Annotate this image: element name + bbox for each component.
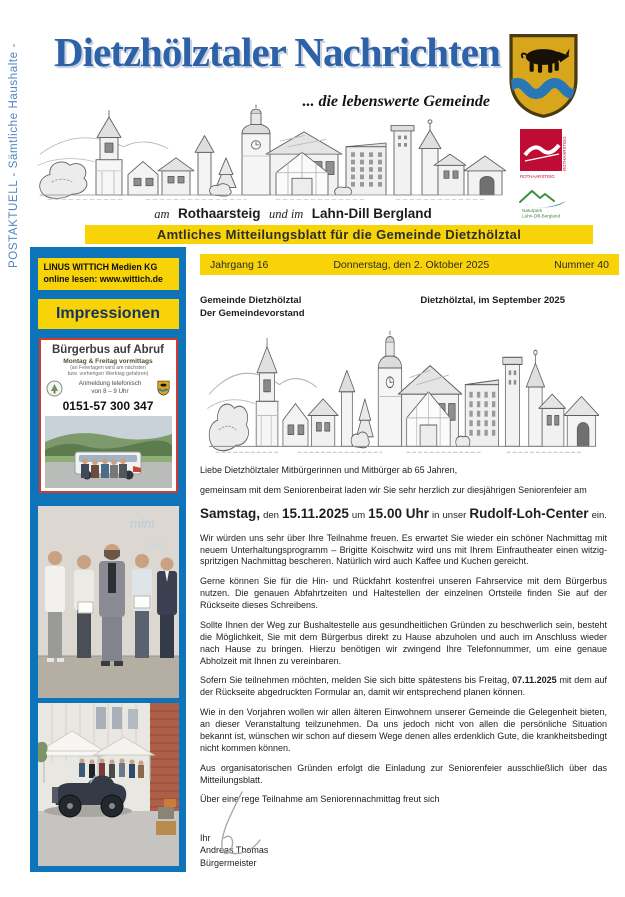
newspaper-title: Dietzhölztaler Nachrichten	[54, 29, 500, 75]
town-skyline-drawing-letter	[206, 330, 599, 463]
anmeldung-text-c: mit dem auf der Rückseite abgedruckten Formular an, damit wir entsprechend planen können.	[200, 675, 607, 698]
invite-in: in	[432, 509, 440, 521]
issue-info-bar	[200, 254, 619, 275]
letter-dateline: Dietzhölztal, im September 2025	[420, 295, 565, 306]
paragraph-fahrservice: Gerne können Sie für die Hin- und Rückfahrt kostenfrei unseren Fahrservice mit dem Bürgerbus nutzen. Die genauen Abfahrtzeiten und Haltestellen der einzelnen Ortsteile finden Sie auf der Rückseite dieses Schreibens.	[200, 576, 607, 610]
salutation: Liebe Dietzhölztaler Mitbürgerinnen und Mitbürger ab 65 Jahren,	[200, 465, 458, 476]
signature-name: Andreas Thomas	[200, 845, 269, 856]
buergerbus-photo	[45, 416, 172, 488]
invite-venue: Rudolf-Loh-Center	[469, 505, 589, 521]
buergerbus-card	[39, 338, 178, 493]
coat-of-arms-small-icon	[157, 380, 170, 396]
invite-den: den	[263, 509, 279, 521]
invite-time: 15.00 Uhr	[368, 505, 429, 521]
paragraph-vorjahre: Wie in den Vorjahren wollen wir allen älteren Einwohnern unserer Gemeinde die Gelegenheit bieten, an dieser Veranstaltung teilzunehmen. Da uns jedoch nicht von allen die persönliche Situation bekannt ist, wünschen wir schon auf diesem Wege denen alles erdenklich Gute, die krankheitsbedingt nicht kommen können.	[200, 707, 607, 753]
issue-number: Nummer 40	[554, 258, 609, 271]
publisher-name: LINUS WITTICH Medien KG	[43, 262, 158, 272]
sender-board: Der Gemeindevorstand	[200, 307, 305, 319]
postal-note: POSTAKTUELL - Sämtliche Haushalte -	[8, 43, 20, 268]
region-tagline	[80, 205, 510, 223]
coat-of-arms-icon	[506, 31, 581, 120]
buergerbus-mid-row	[44, 380, 173, 397]
paragraph-abholung: Sollte Ihnen der Weg zur Bushaltestelle aus gesundheitlichen Gründen zu beschwerlich sein, besteht die Möglichkeit, Sie mit dem Bürgerbus direkt zu Hause abzuholen und auch im Anschluss wieder nach Hause zu bringen. Hierzu benötigen wir zwingend Ihre Telefonnummer, um eine genaue Abholzeit mit Ihnen zu vereinbaren.	[200, 619, 607, 666]
buergerbus-club-logo-icon	[46, 380, 63, 397]
naturpark-label-2: Lahn-Dill-Bergland	[522, 213, 561, 219]
buergerbus-registration	[79, 380, 142, 396]
letter-header	[200, 295, 607, 320]
naturpark-label-1: Naturpark	[522, 208, 543, 213]
buergerbus-title: Bürgerbus auf Abruf	[51, 343, 165, 356]
rothaarsteig-label: ROTHAARSTEIG	[520, 174, 555, 179]
buergerbus-note	[44, 365, 173, 378]
buergerbus-phone: 0151-57 300 347	[62, 398, 154, 413]
region-rothaarsteig: Rothaarsteig	[177, 206, 261, 221]
sender-block	[200, 295, 305, 320]
paragraph-intro: gemeinsam mit dem Seniorenbeirat laden wir Sie sehr herzlich zur diesjährigen Seniorenfeier am	[200, 484, 587, 495]
photo-bg-text: mint	[129, 515, 155, 531]
award-ceremony-photo	[38, 506, 179, 698]
sender-municipality: Gemeinde Dietzhölztal	[200, 295, 302, 306]
paragraph-program: Wir würden uns sehr über Ihre Teilnahme freuen. Es erwartet Sie wieder ein schöner Nachmittag mit neuem Unterhaltungsprogramm – Brigitte Koischwitz wird uns mit Ihrem Einfrautheater einen witzig-spritzigen Nachmittag bescheren. Natürlich wird auch Kaffee und Kuchen gereicht.	[200, 532, 607, 567]
street-festival-photo	[38, 703, 179, 866]
paragraph-anmeldung	[200, 675, 607, 699]
invite-day: Samstag,	[200, 505, 261, 521]
buergerbus-note-line2: bzw. vorherigen Werktag gefahren)	[67, 371, 149, 378]
invite-date: 15.11.2025	[282, 505, 349, 521]
paragraph-schluss: Über eine rege Teilnahme am Seniorennachmittag freut sich	[200, 794, 440, 805]
region-am: am	[154, 207, 170, 221]
issue-volume: Jahrgang 16	[210, 258, 269, 271]
invite-ein: ein.	[591, 509, 607, 521]
official-bulletin-bar: Amtliches Mitteilungsblatt für die Gemeinde Dietzhölztal	[85, 225, 593, 244]
newspaper-subtitle: ... die lebenswerte Gemeinde	[302, 93, 490, 110]
buergerbus-subtitle: Montag & Freitag vormittags	[63, 357, 153, 365]
buergerbus-reg-line1: Anmeldung telefonisch	[78, 380, 142, 388]
town-skyline-drawing	[36, 104, 506, 208]
invite-um: um	[351, 509, 366, 521]
naturpark-lahn-dill-bergland-logo	[514, 186, 578, 220]
region-bergland: Lahn-Dill Bergland	[311, 206, 432, 221]
impressionen-heading: Impressionen	[38, 299, 179, 329]
paragraph-organisatorisch: Aus organisatorischen Gründen erfolgt die Einladung zur Seniorenfeier ausschließlich über das Mitteilungsblatt.	[200, 762, 607, 785]
sidebar	[30, 247, 186, 872]
issue-date: Donnerstag, den 2. Oktober 2025	[333, 258, 490, 271]
region-und-im: und im	[268, 207, 304, 221]
buergerbus-note-line1: (an Feiertagen wird am nächsten	[70, 364, 146, 371]
invite-unser: unser	[442, 509, 467, 521]
letter-body	[200, 295, 607, 869]
signature-block	[200, 832, 607, 868]
photo-bg-text-2: mint	[147, 539, 165, 550]
signature-intro: Ihr	[200, 833, 211, 844]
anmeldung-deadline: 07.11.2025	[512, 675, 557, 686]
signature-title: Bürgermeister	[200, 857, 257, 868]
invitation-line	[200, 505, 607, 523]
publisher-url: online lesen: www.wittich.de	[43, 273, 163, 284]
rothaarsteig-logo	[516, 127, 578, 181]
buergerbus-reg-line2: von 8 – 9 Uhr	[91, 388, 129, 396]
handwritten-signature	[202, 788, 264, 868]
anmeldung-text-a: Sofern Sie teilnehmen möchten, melden Sie sich bitte spätestens bis Freitag,	[200, 675, 513, 686]
rothaarsteig-label-side: ROTHAARSTEIG	[562, 136, 567, 171]
publisher-box	[38, 258, 179, 290]
